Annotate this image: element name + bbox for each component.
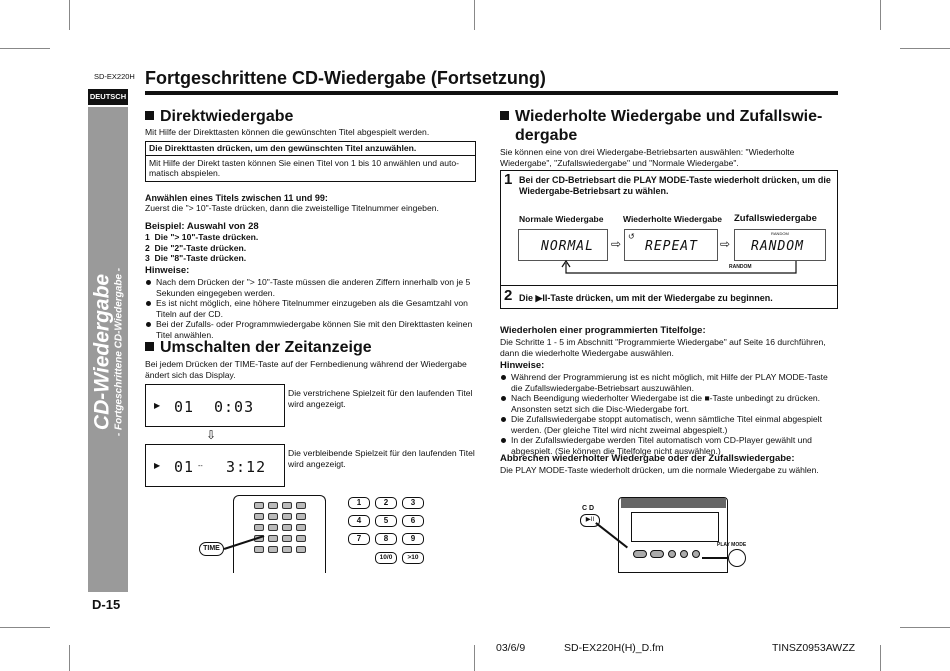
time-heading: Umschalten der Zeitanzeige xyxy=(145,338,372,357)
down-arrow-icon: ⇩ xyxy=(206,428,217,442)
lcd-random: RANDOM RANDOM xyxy=(734,229,826,261)
repeat-note-3: Die Zufallswiedergabe stoppt automatisch, wenn sämtliche Titel einmal abgespielt werden. (Der gleiche Titel wird nicht zweimal abgespielt.) xyxy=(500,414,840,435)
number-button-6: 6 xyxy=(402,515,424,527)
step1-number: 1 xyxy=(504,171,513,188)
direct-instruction-box xyxy=(145,141,476,182)
lcd-normal: NORMAL xyxy=(518,229,608,261)
direct-box-line2: matisch abspielen. xyxy=(149,168,221,178)
sidebar-title: CD-Wiedergabe xyxy=(90,273,114,431)
time-intro: Bei jedem Drücken der TIME-Taste auf der Fernbedienung während der Wiedergabe ändert sich das Display. xyxy=(145,359,467,380)
number-button-4: 4 xyxy=(348,515,370,527)
lcd-repeat: ↺ REPEAT xyxy=(624,229,718,261)
sidebar-subtitle: - Fortgeschrittene CD-Wiedergabe - xyxy=(113,267,125,437)
repeat-heading: Wiederholte Wiedergabe und Zufallswie- dergabe xyxy=(500,107,840,145)
direct-heading: Direktwiedergabe xyxy=(145,107,293,126)
repeat-intro: Sie können eine von drei Wiedergabe-Betriebsarten auswählen: "Wiederholte Wiedergabe", "Zufallswiedergabe" und "Normale Wiedergabe". xyxy=(500,147,795,168)
cycle-back-arrow xyxy=(556,259,816,279)
number-button-1: 1 xyxy=(348,497,370,509)
number-button-8: 8 xyxy=(375,533,397,545)
cancel-text: Die PLAY MODE-Taste wiederholt drücken, um die normale Wiedergabe zu wählen. xyxy=(500,465,819,475)
cancel-heading: Abbrechen wiederholter Wiedergabe oder der Zufallswiedergabe: xyxy=(500,453,795,464)
example-steps xyxy=(145,232,258,264)
unit-illustration xyxy=(618,497,728,573)
random-caption: RANDOM xyxy=(729,264,752,270)
mode-label-normal: Normale Wiedergabe xyxy=(519,214,604,224)
arrow-right-icon: ⇨ xyxy=(611,237,622,251)
footer-date: 03/6/9 xyxy=(496,642,526,654)
repeat-indicator-icon: ↺ xyxy=(628,232,635,241)
repeat-steps-box xyxy=(500,170,838,309)
time-display-remaining: ▶ 01 -- 3:12 xyxy=(145,444,285,487)
number-button-2: 2 xyxy=(375,497,397,509)
play-mode-button-callout xyxy=(728,549,746,567)
repeat-note-1: Während der Programmierung ist es nicht möglich, mit Hilfe der PLAY MODE-Taste die Zufallswiedergabe-Betriebsart auszuwählen. xyxy=(500,372,840,393)
number-button-7: 7 xyxy=(348,533,370,545)
step2-number: 2 xyxy=(504,287,513,304)
number-button-3: 3 xyxy=(402,497,424,509)
example-step-1: 1 Die "> 10"-Taste drücken. xyxy=(145,232,259,242)
repeat-notes-heading: Hinweise: xyxy=(500,360,545,371)
display-time: 3:12 xyxy=(226,458,267,476)
random-indicator: RANDOM xyxy=(771,231,789,236)
footer-code: TINSZ0953AWZZ xyxy=(772,642,856,654)
repeat-notes-list xyxy=(500,372,840,456)
cd-label: C D xyxy=(582,505,595,512)
direct-box-title: Die Direkttasten drücken, um den gewünschten Titel anzuwählen. xyxy=(146,142,475,156)
direct-note-2: Es ist nicht möglich, eine höhere Titelnummer einzugeben als die Gesamtzahl von Titeln auf der CD. xyxy=(145,298,483,319)
repeat-note-4: In der Zufallswiedergabe werden Titel automatisch vom CD-Player gewählt und abgespielt. (Sie können die Titelfolge nicht auswählen.) xyxy=(500,435,840,456)
display-track: 01 xyxy=(174,458,195,476)
number-button-10-0: 10/0 xyxy=(375,552,397,564)
display-track: 01 xyxy=(174,398,195,416)
language-tag: DEUTSCH xyxy=(88,89,128,105)
number-button-5: 5 xyxy=(375,515,397,527)
remaining-caption: Die verbleibende Spielzeit für den laufenden Titel wird angezeigt. xyxy=(288,448,475,469)
elapsed-caption: Die verstrichene Spielzeit für den laufenden Titel wird angezeigt. xyxy=(288,388,473,409)
mode-label-random: Zufallswiedergabe xyxy=(734,213,817,224)
play-mode-label: PLAY MODE xyxy=(717,542,747,548)
select-text: Zuerst die "> 10"-Taste drücken, dann die zweistellige Titelnummer eingeben. xyxy=(145,203,439,213)
example-heading: Beispiel: Auswahl von 28 xyxy=(145,221,259,232)
direct-note-3: Bei der Zufalls- oder Programmwiedergabe können Sie mit den Direkttasten keinen Titel anwählen. xyxy=(145,319,483,340)
page-title: Fortgeschrittene CD-Wiedergabe (Fortsetzung) xyxy=(145,68,546,88)
cd-play-button-callout: ▶II xyxy=(580,514,600,527)
arrow-right-icon: ⇨ xyxy=(720,237,731,251)
footer-file: SD-EX220H(H)_D.fm xyxy=(564,642,664,654)
sidebar xyxy=(88,107,128,592)
mode-label-repeat: Wiederholte Wiedergabe xyxy=(623,214,723,224)
direct-intro: Mit Hilfe der Direkttasten können die gewünschten Titel abgespielt werden. xyxy=(145,127,430,137)
direct-note-1: Nach dem Drücken der "> 10"-Taste müssen die anderen Ziffern innerhalb von je 5 Sekunden eingegeben werden. xyxy=(145,277,483,298)
number-button-9: 9 xyxy=(402,533,424,545)
step2-text: Die ▶II-Taste drücken, um mit der Wiedergabe zu beginnen. xyxy=(519,293,773,303)
direct-notes-heading: Hinweise: xyxy=(145,265,190,276)
play-indicator-icon: ▶ xyxy=(154,401,161,410)
time-button-callout: TIME xyxy=(199,542,224,556)
display-time: 0:03 xyxy=(214,398,255,416)
repeat-note-2: Nach Beendigung wiederholter Wiedergabe ist die ■-Taste unbedingt zu drücken. Ansonsten setzt sich die Disc-Wiedergabe fort. xyxy=(500,393,840,414)
play-indicator-icon: ▶ xyxy=(154,461,161,470)
example-step-2: 2 Die "2"-Taste drücken. xyxy=(145,242,247,253)
page-number: D-15 xyxy=(92,597,121,612)
program-heading: Wiederholen einer programmierten Titelfolge: xyxy=(500,325,706,336)
direct-box-line1: Mit Hilfe der Direkt tasten können Sie einen Titel von 1 bis 10 anwählen und auto- xyxy=(149,157,460,168)
number-button-plus10: >10 xyxy=(402,552,424,564)
model-label: SD-EX220H xyxy=(94,72,135,81)
step1-text: Bei der CD-Betriebsart die PLAY MODE-Taste wiederholt drücken, um die Wiedergabe-Betriebsart zu wählen. xyxy=(519,175,831,196)
title-rule xyxy=(145,91,838,95)
select-heading: Anwählen eines Titels zwischen 11 und 99: xyxy=(145,193,328,203)
program-text: Die Schritte 1 - 5 im Abschnitt "Programmierte Wiedergabe" auf Seite 16 durchführen, dann die wiederholte Wiedergabe auswählen. xyxy=(500,337,826,358)
remote-control-illustration xyxy=(233,495,326,573)
example-step-3: 3 Die "8"-Taste drücken. xyxy=(145,253,247,263)
direct-notes-list xyxy=(145,277,483,340)
time-display-elapsed xyxy=(145,384,285,427)
